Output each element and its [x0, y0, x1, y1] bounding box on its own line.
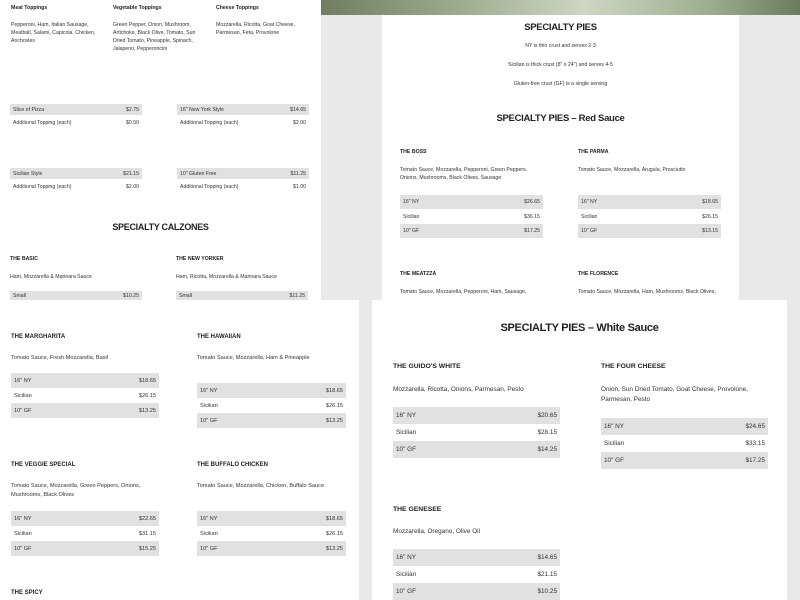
- price-label: 10" Gluten Free: [180, 170, 217, 177]
- red-pies-panel: [0, 300, 359, 600]
- price-value: $22.65: [138, 515, 156, 522]
- price-value: $26.65: [524, 199, 540, 205]
- gf10-price-table: [177, 168, 309, 195]
- price-row: [393, 566, 560, 583]
- calzone-newyorker-price: [176, 291, 308, 300]
- vegetable-toppings-desc: Green Pepper, Onion, Mushroom, Artichoke, Black Olive, Tomato, Sun Dried Tomato, Pineapple, Spinach, Jalapeno, Pepperoncini: [113, 22, 196, 53]
- price-value: $2.75: [126, 106, 139, 113]
- price-label: 10" GF: [396, 446, 417, 453]
- pie-genesee-prices: [393, 549, 560, 600]
- price-row: [197, 526, 346, 541]
- price-row: [393, 407, 560, 424]
- pie-hawaiian-name: THE HAWAIIAN: [197, 334, 241, 340]
- pie-hawaiian-desc: Tomato Sauce, Mozzarella, Ham & Pineapple: [197, 355, 310, 361]
- price-label: 16" NY: [396, 554, 417, 561]
- ny16-price-table: [177, 104, 309, 131]
- price-value: $11.25: [289, 293, 305, 299]
- price-row: [10, 179, 142, 195]
- price-row: [11, 541, 159, 556]
- price-label: 16" NY: [14, 377, 32, 384]
- meat-toppings-title: Meat Toppings: [11, 5, 48, 11]
- price-value: $26.15: [325, 402, 343, 409]
- price-value: $21.15: [123, 170, 139, 177]
- price-row: [393, 549, 560, 566]
- price-label: Additional Topping (each): [180, 120, 239, 126]
- price-label: 10" GF: [604, 457, 625, 464]
- price-label: Small: [13, 293, 26, 299]
- price-value: $10.25: [537, 588, 557, 595]
- vegetable-toppings-title: Vegetable Toppings: [113, 5, 162, 11]
- white-pies-panel: [372, 300, 787, 600]
- note-sicilian: Sicilian is thick crust (8" x 24") and serves 4-5: [508, 62, 613, 68]
- price-value: $18.65: [325, 387, 343, 394]
- calzone-basic-name: THE BASIC: [10, 256, 38, 262]
- price-row: [11, 373, 159, 388]
- price-value: $18.65: [325, 515, 343, 522]
- price-value: $17.25: [745, 457, 765, 464]
- note-ny: NY is thin crust and serves 2-3: [525, 43, 596, 49]
- pie-veggie-prices: [11, 511, 159, 556]
- price-row: [393, 424, 560, 441]
- price-label: Sicilian: [14, 392, 32, 399]
- price-value: $14.65: [537, 554, 557, 561]
- price-label: Sicilian: [581, 213, 598, 220]
- price-label: Sicilian: [200, 530, 218, 537]
- price-label: 16" NY: [200, 515, 218, 522]
- pie-parma-prices: [578, 195, 721, 238]
- price-value: $20.65: [537, 412, 557, 419]
- price-row: [197, 398, 346, 413]
- price-label: Sicilian: [200, 402, 218, 409]
- price-value: $13.25: [325, 545, 343, 552]
- price-row: [177, 115, 309, 131]
- pie-parma-desc: Tomato Sauce, Mozzarella, Arugula, Prosciutto: [578, 167, 686, 173]
- price-row: [400, 195, 543, 209]
- price-label: Additional Topping (each): [13, 184, 72, 190]
- price-value: $11.25: [290, 170, 306, 177]
- price-label: 16" NY: [604, 423, 625, 430]
- calzones-heading: SPECIALTY CALZONES: [112, 222, 209, 232]
- price-label: Sicilian: [14, 530, 32, 537]
- calzone-basic-desc: Ham, Mozzarella & Marinara Sauce: [10, 274, 92, 280]
- price-label: 10" GF: [200, 417, 218, 424]
- pie-florence-name: THE FLORENCE: [578, 271, 619, 277]
- price-label: 10" GF: [403, 228, 420, 234]
- price-row: [10, 115, 142, 131]
- price-value: $17.25: [524, 228, 540, 234]
- price-label: Small: [179, 293, 192, 299]
- price-row: [601, 418, 768, 435]
- price-row: [393, 441, 560, 458]
- price-row: [601, 452, 768, 469]
- price-label: 16" NY: [14, 515, 32, 522]
- price-value: $1.00: [293, 184, 306, 190]
- pie-margharita-name: THE MARGHARITA: [11, 334, 66, 340]
- pie-spicy-name: THE SPICY: [11, 590, 43, 596]
- price-row: [197, 541, 346, 556]
- price-label: 10" GF: [581, 228, 598, 234]
- price-label: Additional Topping (each): [180, 184, 239, 190]
- pie-boss-name: THE BOSS: [400, 149, 427, 155]
- pie-buffalo-desc: Tomato Sauce, Mozzarella, Chicken, Buffalo Sauce: [197, 483, 325, 489]
- price-label: 16" New York Style: [180, 106, 224, 113]
- price-value: $10.25: [123, 293, 139, 299]
- price-row: [176, 291, 308, 300]
- price-row: [11, 511, 159, 526]
- price-row: [393, 583, 560, 600]
- price-value: $36.15: [524, 213, 540, 220]
- price-value: $14.65: [290, 106, 306, 113]
- price-value: $15.25: [138, 545, 156, 552]
- price-label: 16" NY: [396, 412, 417, 419]
- price-value: $26.15: [325, 530, 343, 537]
- price-row: [11, 388, 159, 403]
- pie-margharita-desc: Tomato Sauce, Fresh Mozzarella, Basil: [11, 355, 108, 361]
- pie-veggie-name: THE VEGGIE SPECIAL: [11, 462, 76, 468]
- sicilian-price-table: [10, 168, 142, 195]
- price-label: 16" NY: [581, 199, 598, 205]
- specialty-pies-panel: [382, 15, 739, 300]
- pie-margharita-prices: [11, 373, 159, 418]
- pie-four-cheese-desc: Onion, Sun Dried Tomato, Goat Cheese, Provolone, Parmesan, Pesto: [601, 386, 748, 403]
- price-value: $13.25: [138, 407, 156, 414]
- price-value: $2.00: [293, 120, 306, 126]
- pie-genesee-name: THE GENESEE: [393, 506, 442, 513]
- price-label: Slice of Pizza: [13, 106, 45, 113]
- price-label: Sicilian: [396, 571, 417, 578]
- pie-guido-name: THE GUIDO'S WHITE: [393, 363, 461, 370]
- header-banner-image: [321, 0, 800, 15]
- calzone-newyorker-desc: Ham, Ricotta, Mozzarella & Marinara Sauce: [176, 274, 277, 280]
- price-value: $33.15: [745, 440, 765, 447]
- price-row: [578, 224, 721, 238]
- price-value: $26.15: [702, 213, 718, 220]
- price-label: 10" GF: [396, 588, 417, 595]
- price-label: Sicilian: [396, 429, 417, 436]
- pie-four-cheese-name: THE FOUR CHEESE: [601, 363, 666, 370]
- price-row: [601, 435, 768, 452]
- price-value: $14.25: [537, 446, 557, 453]
- price-value: $0.50: [126, 120, 139, 126]
- slice-price-table: [10, 104, 142, 131]
- price-label: 10" GF: [14, 407, 32, 414]
- price-row: [177, 104, 309, 115]
- price-value: $2.00: [126, 184, 139, 190]
- price-row: [197, 413, 346, 428]
- pie-guido-desc: Mozzarella, Ricotta, Onions, Parmesan, Pesto: [393, 386, 524, 393]
- price-row: [11, 526, 159, 541]
- price-label: Sicilian Style: [13, 170, 43, 177]
- pie-parma-name: THE PARMA: [578, 149, 609, 155]
- pie-meatza-desc: Tomato Sauce, Mozzarella, Pepperoni, Ham, Sausage,: [400, 289, 527, 295]
- price-row: [578, 209, 721, 224]
- price-value: $28.15: [537, 429, 557, 436]
- price-row: [400, 209, 543, 224]
- price-value: $13.25: [325, 417, 343, 424]
- white-sauce-heading: SPECIALTY PIES – White Sauce: [500, 322, 659, 334]
- pie-meatza-name: THE MEATZZA: [400, 271, 437, 277]
- cheese-toppings-title: Cheese Toppings: [216, 5, 259, 11]
- pie-boss-prices: [400, 195, 543, 238]
- pie-buffalo-prices: [197, 511, 346, 556]
- toppings-panel: [0, 0, 321, 300]
- pie-guido-prices: [393, 407, 560, 458]
- price-row: [197, 511, 346, 526]
- price-row: [10, 168, 142, 179]
- price-value: $13.15: [702, 228, 718, 234]
- price-row: [197, 383, 346, 398]
- pie-four-cheese-prices: [601, 418, 768, 469]
- pie-florence-desc: Tomato Sauce, Mozzarella, Ham, Mushrooms, Black Olives,: [578, 289, 716, 295]
- price-label: Sicilian: [604, 440, 625, 447]
- pie-boss-desc: Tomato Sauce, Mozzarella, Pepperoni, Green Peppers, Onions, Mushrooms, Black Olives, Sausage: [400, 167, 528, 182]
- price-label: Sicilian: [403, 213, 420, 220]
- price-row: [177, 179, 309, 195]
- price-row: [10, 104, 142, 115]
- pie-buffalo-name: THE BUFFALO CHICKEN: [197, 462, 268, 468]
- price-row: [177, 168, 309, 179]
- cheese-toppings-desc: Mozzarella, Ricotta, Goat Cheese, Parmesan, Feta, Provolone: [216, 22, 296, 37]
- price-value: $18.65: [138, 377, 156, 384]
- price-value: $21.15: [537, 571, 557, 578]
- specialty-pies-heading: SPECIALTY PIES: [524, 22, 597, 33]
- price-label: Additional Topping (each): [13, 120, 72, 126]
- calzone-newyorker-name: THE NEW YORKER: [176, 256, 224, 262]
- price-value: $24.65: [745, 423, 765, 430]
- note-gluten-free: Gluten-free crust (GF) is a single serving: [513, 81, 608, 87]
- price-row: [578, 195, 721, 209]
- price-label: 10" GF: [200, 545, 218, 552]
- pie-hawaiian-prices: [197, 383, 346, 428]
- price-value: $26.15: [138, 392, 156, 399]
- price-value: $18.65: [702, 199, 718, 205]
- pie-veggie-desc: Tomato Sauce, Mozzarella, Green Peppers, Onions, Mushrooms, Black Olives: [11, 483, 141, 498]
- meat-toppings-desc: Pepperoni, Ham, Italian Sausage, Meatball, Salami, Capicola, Chicken, Anchovies: [11, 22, 96, 45]
- price-value: $31.15: [138, 530, 156, 537]
- price-label: 16" NY: [200, 387, 218, 394]
- price-label: 16" NY: [403, 199, 420, 205]
- price-row: [10, 291, 142, 300]
- pie-genesee-desc: Mozzarella, Oregano, Olive Oil: [393, 528, 481, 535]
- calzone-basic-price: [10, 291, 142, 300]
- price-row: [400, 224, 543, 238]
- price-label: 10" GF: [14, 545, 32, 552]
- price-row: [11, 403, 159, 418]
- red-sauce-heading: SPECIALTY PIES – Red Sauce: [496, 113, 625, 124]
